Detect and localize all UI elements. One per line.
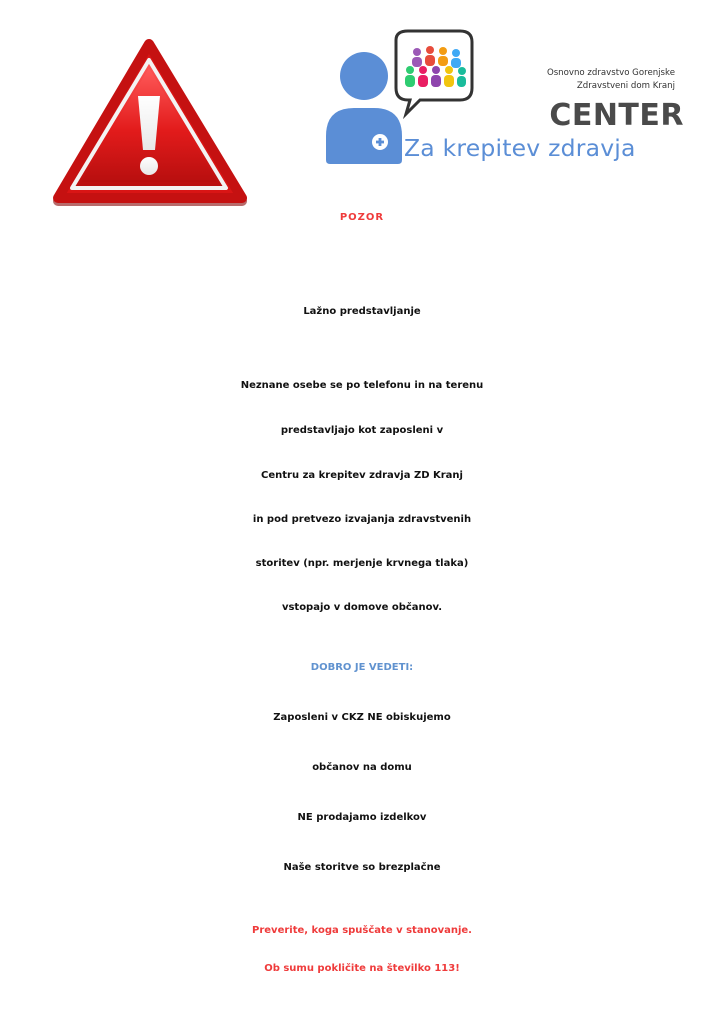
notice-line: storitev (npr. merjenje krvnega tlaka) — [255, 558, 469, 569]
warning-triangle-icon — [52, 38, 247, 206]
fact-line: NE prodajamo izdelkov — [297, 812, 427, 823]
fact-line: Naše storitve so brezplačne — [283, 862, 441, 873]
ckz-logo — [320, 28, 690, 178]
notice-line: Neznane osebe se po telefonu in na terenu — [240, 380, 484, 391]
alert-title: POZOR — [339, 212, 385, 223]
org-name-line1: Osnovno zdravstvo Gorenjske — [546, 68, 675, 78]
fact-line: Zaposleni v CKZ NE obiskujemo — [273, 712, 451, 723]
alert-subtitle: Lažno predstavljanje — [303, 306, 421, 317]
good-to-know-heading: DOBRO JE VEDETI: — [310, 662, 414, 673]
notice-line: in pod pretvezo izvajanja zdravstvenih — [252, 514, 472, 525]
check-visitor-warning: Preverite, koga spuščate v stanovanje. — [252, 925, 472, 936]
org-name-line2: Zdravstveni dom Kranj — [576, 81, 675, 91]
call-113-warning: Ob sumu pokličite na številko 113! — [264, 963, 460, 974]
notice-line: vstopajo v domove občanov. — [281, 602, 443, 613]
logo-tagline: Za krepitev zdravja — [404, 134, 636, 162]
notice-line: predstavljajo kot zaposleni v — [280, 425, 444, 436]
notice-line: Centru za krepitev zdravja ZD Kranj — [261, 470, 463, 481]
logo-center-word: CENTER — [549, 98, 684, 133]
fact-line: občanov na domu — [312, 762, 412, 773]
